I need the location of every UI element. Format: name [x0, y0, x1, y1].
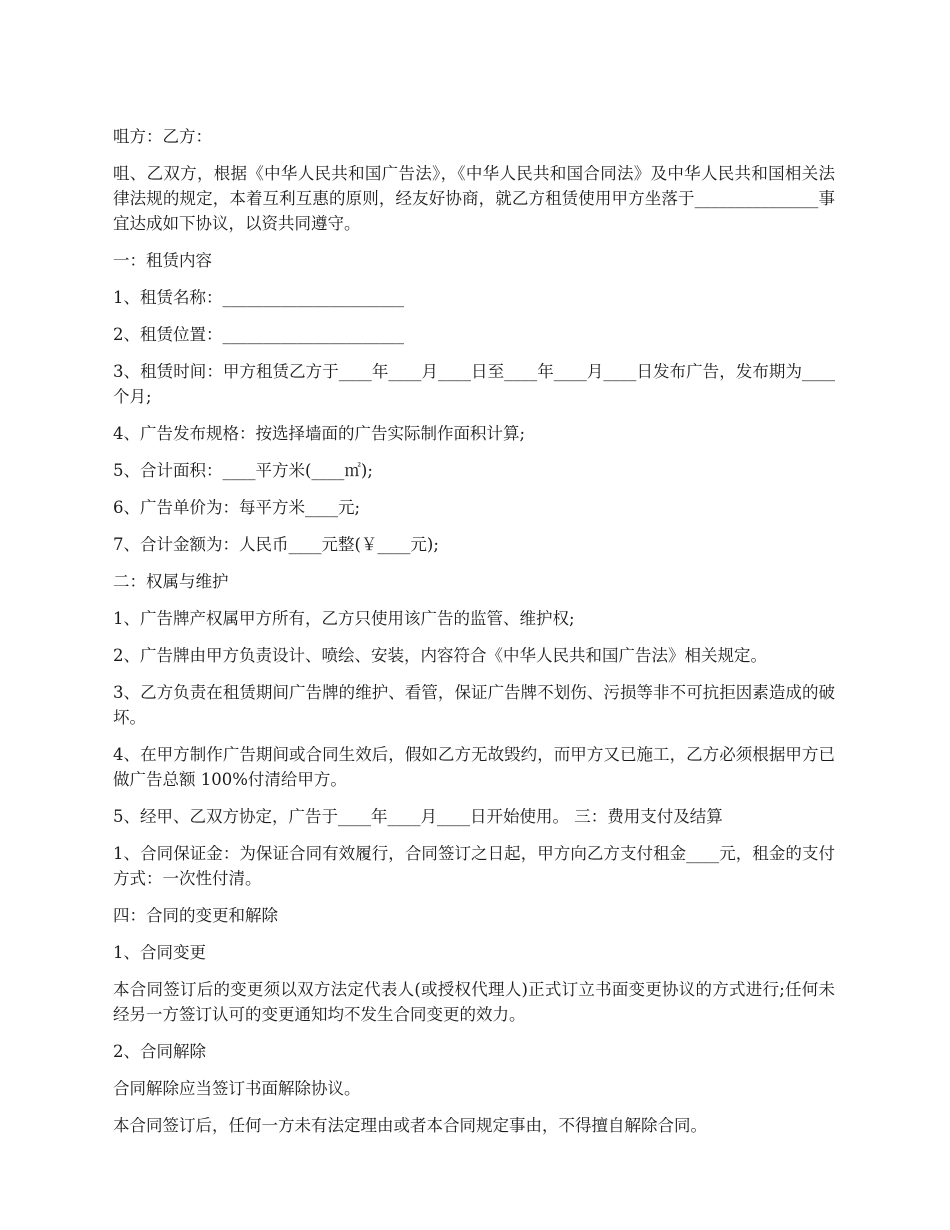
clause-ad-spec: 4、广告发布规格：按选择墙面的广告实际制作面积计算; — [113, 424, 526, 443]
clause-lease-time: 3、租赁时间：甲方租赁乙方于____年____月____日至____年____月____日发布广告，发布期为____个月; — [113, 362, 835, 406]
clause-ownership: 1、广告牌产权属甲方所有，乙方只使用该广告的监管、维护权; — [113, 609, 575, 628]
clause-breach: 4、在甲方制作广告期间或合同生效后，假如乙方无故毁约，而甲方又已施工，乙方必须根据甲方已做广告总额 100%付清给甲方。 — [113, 745, 835, 789]
clause-total-amount: 7、合计金额为：人民币____元整(￥____元); — [113, 535, 439, 554]
clause-start-date: 5、经甲、乙双方协定，广告于____年____月____日开始使用。 三：费用支付及结算 — [113, 807, 723, 826]
clause-termination-agreement: 合同解除应当签订书面解除协议。 — [113, 1079, 361, 1098]
clause-contract-change: 本合同签订后的变更须以双方法定代表人(或授权代理人)正式订立书面变更协议的方式进行;任何未经另一方签订认可的变更通知均不发生合同变更的效力。 — [113, 980, 835, 1024]
document-body — [113, 124, 835, 1150]
section-heading-lease-content: 一：租赁内容 — [113, 251, 212, 270]
clause-design-install: 2、广告牌由甲方负责设计、喷绘、安装，内容符合《中华人民共和国广告法》相关规定。 — [113, 646, 767, 665]
clause-unit-price: 6、广告单价为：每平方米____元; — [113, 498, 361, 517]
clause-deposit: 1、合同保证金：为保证合同有效履行，合同签订之日起，甲方向乙方支付租金____元，租金的支付方式：一次性付清。 — [113, 844, 835, 888]
party-line: 咀方：乙方： — [113, 127, 212, 146]
clause-maintenance: 3、乙方负责在租赁期间广告牌的维护、看管，保证广告牌不划伤、污损等非不可抗拒因素造成的破坏。 — [113, 683, 835, 727]
subheading-contract-termination: 2、合同解除 — [113, 1042, 206, 1061]
section-heading-ownership: 二：权属与维护 — [113, 572, 229, 591]
clause-no-unilateral-termination: 本合同签订后，任何一方未有法定理由或者本合同规定事由，不得擅自解除合同。 — [113, 1116, 707, 1135]
clause-lease-name: 1、租赁名称：______________________ — [113, 288, 404, 307]
clause-lease-location: 2、租赁位置：______________________ — [113, 325, 404, 344]
clause-total-area: 5、合计面积：____平方米(____㎡); — [113, 461, 373, 480]
section-heading-change-termination: 四：合同的变更和解除 — [113, 906, 278, 925]
preamble-paragraph: 咀、乙双方，根据《中华人民共和国广告法》，《中华人民共和国合同法》及中华人民共和国相关法律法规的规定，本着互利互惠的原则，经友好协商，就乙方租赁使用甲方坐落于_______________事宜达成如下协议，以资共同遵守。 — [113, 164, 835, 233]
subheading-contract-change: 1、合同变更 — [113, 943, 206, 962]
